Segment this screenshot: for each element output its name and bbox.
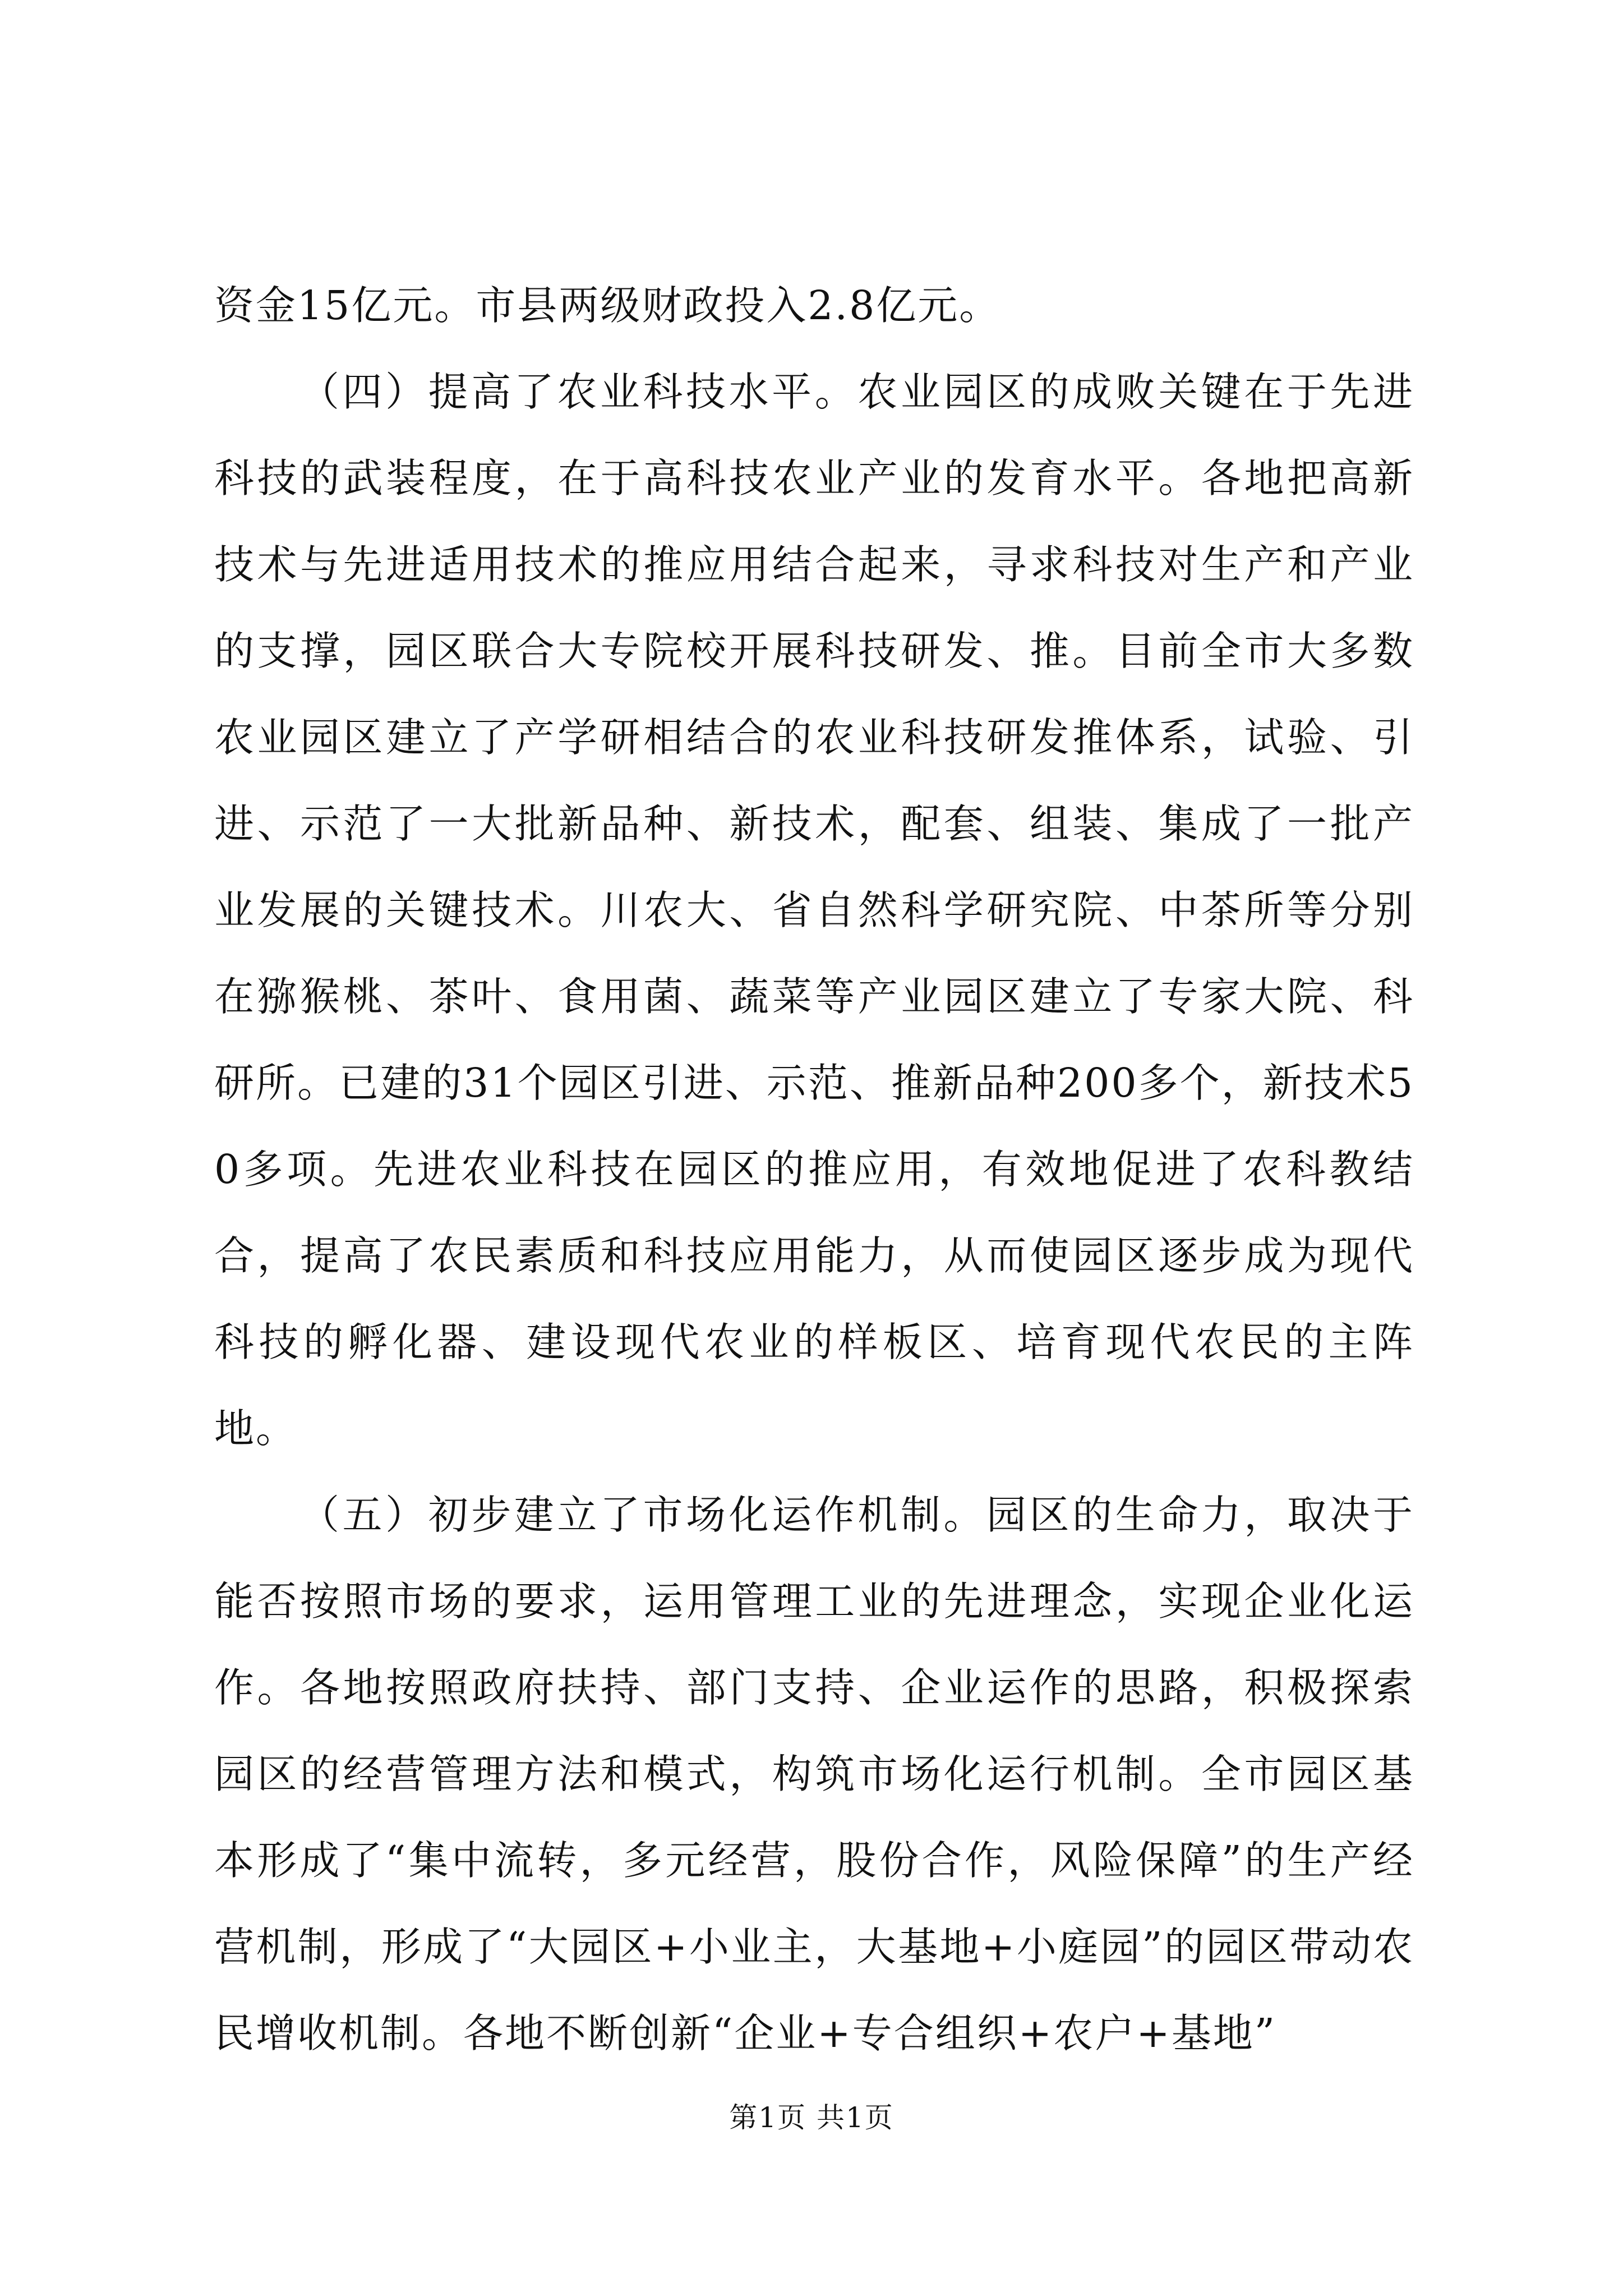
document-body xyxy=(214,263,1414,2077)
paragraph-agricultural-technology: （四）提高了农业科技水平。农业园区的成败关键在于先进科技的武装程度，在于高科技农业产业的发育水平。各地把高新技术与先进适用技术的推应用结合起来，寻求科技对生产和产业的支撑，园区联合大专院校开展科技研发、推。目前全市大多数农业园区建立了产学研相结合的农业科技研发推体系，试验、引进、示范了一大批新品种、新技术，配套、组装、集成了一批产业发展的关键技术。川农大、省自然科学研究院、中茶所等分别在猕猴桃、茶叶、食用菌、蔬菜等产业园区建立了专家大院、科研所。已建的31个园区引进、示范、推新品种200多个，新技术50多项。先进农业科技在园区的推应用，有效地促进了农科教结合，提高了农民素质和科技应用能力，从而使园区逐步成为现代科技的孵化器、建设现代农业的样板区、培育现代农民的主阵地。 xyxy=(214,369,1414,1452)
page-footer: 第1页 共1页 xyxy=(729,2101,894,2134)
paragraph-funding-continuation: 资金15亿元。市县两级财政投入2.8亿元。 xyxy=(214,282,1001,329)
paragraph-market-mechanism: （五）初步建立了市场化运作机制。园区的生命力，取决于能否按照市场的要求，运用管理工业的先进理念，实现企业化运作。各地按照政府扶持、部门支持、企业运作的思路，积极探索园区的经营管理方法和模式，构筑市场化运行机制。全市园区基本形成了“集中流转，多元经营，股份合作，风险保障”的生产经营机制，形成了“大园区+小业主，大基地+小庭园”的园区带动农民增收机制。各地不断创新“企业+专合组织+农户+基地” xyxy=(214,1492,1414,2056)
